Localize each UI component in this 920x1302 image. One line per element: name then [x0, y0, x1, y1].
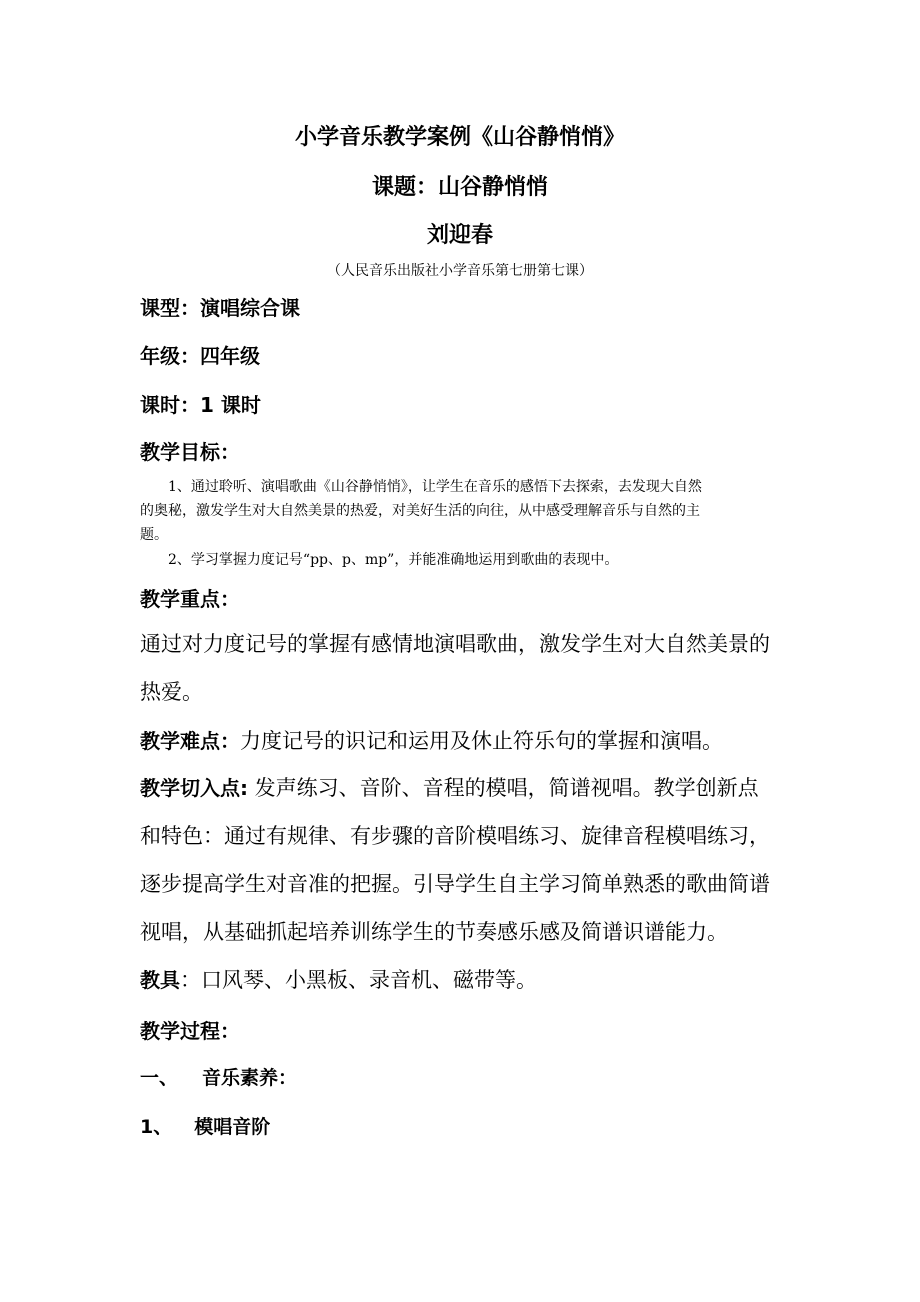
- process-heading: 教学过程：: [140, 1019, 240, 1043]
- source-note: （人民音乐出版社小学音乐第七册第七课）: [327, 263, 593, 279]
- grade-label: 年级：: [140, 344, 200, 368]
- item-1-title: 模唱音阶: [194, 1116, 271, 1138]
- goals-heading: 教学目标：: [140, 440, 240, 464]
- lesson-type-label: 课型：: [140, 296, 200, 320]
- difficulty-text: 力度记号的识记和运用及休止符乐句的掌握和演唱。: [240, 729, 723, 753]
- item-1-heading: [140, 1112, 270, 1139]
- class-hours: [140, 389, 261, 418]
- document-title: 小学音乐教学案例《山谷静悄悄》: [294, 125, 625, 150]
- entry-point-line-4: 视唱，从基础抓起培养训练学生的节奏感乐感及简谱识谱能力。: [140, 920, 728, 944]
- section-1-title: 音乐素养：: [202, 1067, 298, 1089]
- tools-label: 教具: [140, 968, 180, 992]
- author-name: 刘迎春: [426, 223, 493, 248]
- entry-point-line-3: 逐步提高学生对音准的把握。引导学生自主学习简单熟悉的歌曲简谱: [140, 872, 770, 896]
- entry-point-line-2: 和特色：通过有规律、有步骤的音阶模唱练习、旋律音程模唱练习，: [140, 824, 770, 848]
- lesson-type-value: 演唱综合课: [200, 296, 300, 320]
- lesson-type: [140, 292, 300, 321]
- teaching-tools: [140, 964, 537, 994]
- goal-2: 2、学习掌握力度记号“pp、p、mp”，并能准确地运用到歌曲的表现中。: [168, 552, 619, 568]
- tools-text: ：口风琴、小黑板、录音机、磁带等。: [180, 968, 537, 992]
- section-1-heading: [140, 1063, 297, 1090]
- entry-point-text: 发声练习、音阶、音程的模唱，简谱视唱。教学创新点: [248, 776, 759, 800]
- entry-point-line-1: [140, 772, 759, 802]
- entry-point-label: 教学切入点:: [140, 776, 248, 800]
- grade: [140, 340, 260, 369]
- lesson-topic: 课题：山谷静悄悄: [371, 175, 548, 200]
- key-points-heading: 教学重点：: [140, 587, 240, 611]
- goal-1-line-2: 的奥秘，激发学生对大自然美景的热爱，对美好生活的向往，从中感受理解音乐与自然的主: [140, 503, 700, 519]
- grade-value: 四年级: [200, 344, 260, 368]
- goal-1-line-3: 题。: [140, 527, 168, 543]
- key-points-line-2: 热爱。: [140, 680, 203, 704]
- difficulty-label: 教学难点：: [140, 729, 240, 753]
- key-points-line-1: 通过对力度记号的掌握有感情地演唱歌曲，激发学生对大自然美景的: [140, 632, 770, 656]
- class-hours-label: 课时：: [140, 393, 200, 417]
- class-hours-value: 1 课时: [200, 393, 261, 417]
- section-1-number: 一、: [140, 1067, 179, 1089]
- goal-1-line-1: 1、通过聆听、演唱歌曲《山谷静悄悄》，让学生在音乐的感悟下去探索，去发现大自然: [168, 479, 702, 495]
- item-1-number: 1、: [140, 1116, 173, 1138]
- difficulty-paragraph: [140, 725, 723, 755]
